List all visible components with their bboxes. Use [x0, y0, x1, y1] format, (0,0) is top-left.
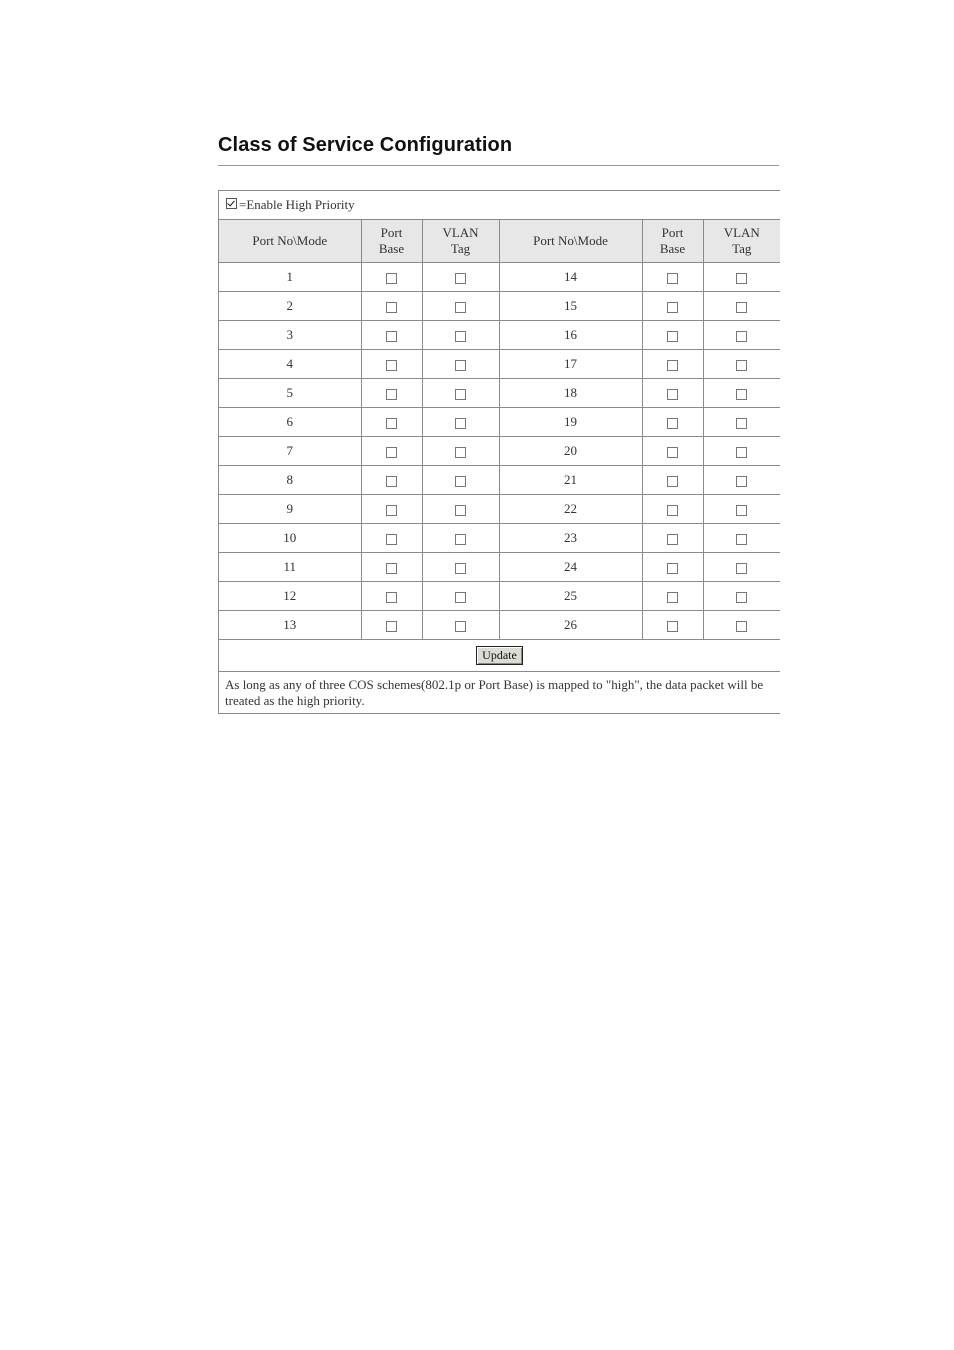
left-vlan-tag-cell [422, 321, 499, 350]
right-vlan-tag-cell [703, 263, 780, 292]
left-port-base-cell [361, 350, 422, 379]
right-vlan-tag-checkbox[interactable] [736, 534, 747, 545]
left-vlan-tag-checkbox[interactable] [455, 331, 466, 342]
header-vlan-tag-line1: VLAN [723, 225, 760, 240]
right-vlan-tag-cell [703, 495, 780, 524]
right-port-base-checkbox[interactable] [667, 621, 678, 632]
left-port-base-cell [361, 611, 422, 640]
table-row [219, 292, 780, 321]
right-vlan-tag-checkbox[interactable] [736, 360, 747, 371]
left-vlan-tag-checkbox[interactable] [455, 447, 466, 458]
right-port-base-checkbox[interactable] [667, 534, 678, 545]
left-port-number: 8 [219, 466, 361, 495]
left-port-number: 6 [219, 408, 361, 437]
header-vlan-tag-line1: VLAN [442, 225, 479, 240]
left-port-base-cell [361, 408, 422, 437]
table-row [219, 611, 780, 640]
right-port-base-cell [642, 437, 703, 466]
left-vlan-tag-cell [422, 292, 499, 321]
header-port-base [361, 220, 422, 263]
right-port-base-cell [642, 321, 703, 350]
header-vlan-tag-line2: Tag [732, 241, 752, 256]
left-vlan-tag-cell [422, 379, 499, 408]
table-row [219, 263, 780, 292]
right-vlan-tag-checkbox[interactable] [736, 302, 747, 313]
right-port-number: 22 [499, 495, 642, 524]
right-port-base-cell [642, 582, 703, 611]
right-vlan-tag-cell [703, 379, 780, 408]
right-vlan-tag-cell [703, 437, 780, 466]
right-port-base-checkbox[interactable] [667, 331, 678, 342]
right-vlan-tag-cell [703, 408, 780, 437]
right-port-base-cell [642, 495, 703, 524]
checked-checkbox-icon [226, 198, 237, 209]
header-port-no-mode-right: Port No\Mode [499, 220, 642, 263]
title-divider [218, 165, 779, 166]
right-port-base-checkbox[interactable] [667, 360, 678, 371]
table-row [219, 524, 780, 553]
right-port-base-cell [642, 611, 703, 640]
left-port-base-cell [361, 321, 422, 350]
right-vlan-tag-cell [703, 553, 780, 582]
table-row [219, 553, 780, 582]
table-header-row [219, 220, 780, 263]
left-vlan-tag-checkbox[interactable] [455, 505, 466, 516]
right-port-number: 18 [499, 379, 642, 408]
table-row [219, 437, 780, 466]
left-port-base-checkbox[interactable] [386, 534, 397, 545]
header-port-base-line2: Base [659, 241, 686, 256]
left-vlan-tag-checkbox[interactable] [455, 389, 466, 400]
left-port-base-cell [361, 495, 422, 524]
left-port-base-cell [361, 437, 422, 466]
left-vlan-tag-cell [422, 466, 499, 495]
right-port-number: 26 [499, 611, 642, 640]
left-port-base-checkbox[interactable] [386, 505, 397, 516]
header-port-base-right [642, 220, 703, 263]
header-vlan-tag [422, 220, 499, 263]
right-port-base-cell [642, 263, 703, 292]
header-port-no-mode: Port No\Mode [219, 220, 361, 263]
right-port-number: 17 [499, 350, 642, 379]
table-row [219, 466, 780, 495]
right-port-base-checkbox[interactable] [667, 563, 678, 574]
left-vlan-tag-checkbox[interactable] [455, 534, 466, 545]
left-port-number: 9 [219, 495, 361, 524]
right-port-number: 23 [499, 524, 642, 553]
right-vlan-tag-cell [703, 611, 780, 640]
right-port-base-checkbox[interactable] [667, 302, 678, 313]
right-port-base-checkbox[interactable] [667, 592, 678, 603]
right-port-base-cell [642, 553, 703, 582]
right-port-base-cell [642, 379, 703, 408]
left-port-base-cell [361, 292, 422, 321]
left-port-base-checkbox[interactable] [386, 447, 397, 458]
right-port-base-checkbox[interactable] [667, 389, 678, 400]
right-vlan-tag-cell [703, 292, 780, 321]
header-vlan-tag-line2: Tag [450, 241, 471, 256]
table-row [219, 379, 780, 408]
left-port-number: 7 [219, 437, 361, 466]
left-port-base-cell [361, 263, 422, 292]
left-vlan-tag-checkbox[interactable] [455, 563, 466, 574]
left-port-number: 1 [219, 263, 361, 292]
right-port-base-cell [642, 466, 703, 495]
left-vlan-tag-cell [422, 611, 499, 640]
left-port-base-checkbox[interactable] [386, 389, 397, 400]
left-port-base-cell [361, 524, 422, 553]
left-vlan-tag-checkbox[interactable] [455, 476, 466, 487]
cos-table-body [219, 263, 780, 640]
table-row [219, 582, 780, 611]
page-title: Class of Service Configuration [218, 134, 513, 156]
left-port-base-checkbox[interactable] [386, 563, 397, 574]
left-vlan-tag-cell [422, 263, 499, 292]
header-port-base-line2: Base [378, 241, 405, 256]
right-port-base-cell [642, 292, 703, 321]
right-vlan-tag-cell [703, 524, 780, 553]
left-vlan-tag-cell [422, 582, 499, 611]
table-row [219, 408, 780, 437]
right-vlan-tag-checkbox[interactable] [736, 331, 747, 342]
right-vlan-tag-cell [703, 582, 780, 611]
table-row [219, 495, 780, 524]
cos-panel [218, 190, 780, 714]
left-port-number: 10 [219, 524, 361, 553]
left-port-number: 3 [219, 321, 361, 350]
right-port-base-checkbox[interactable] [667, 418, 678, 429]
left-vlan-tag-checkbox[interactable] [455, 302, 466, 313]
left-vlan-tag-cell [422, 495, 499, 524]
left-port-base-cell [361, 582, 422, 611]
right-vlan-tag-checkbox[interactable] [736, 505, 747, 516]
legend [219, 191, 780, 219]
legend-text: =Enable High Priority [239, 197, 355, 212]
left-port-base-checkbox[interactable] [386, 360, 397, 371]
left-port-base-checkbox[interactable] [386, 331, 397, 342]
left-port-number: 13 [219, 611, 361, 640]
left-vlan-tag-cell [422, 437, 499, 466]
right-vlan-tag-cell [703, 466, 780, 495]
left-port-number: 2 [219, 292, 361, 321]
left-vlan-tag-cell [422, 524, 499, 553]
right-vlan-tag-checkbox[interactable] [736, 563, 747, 574]
left-vlan-tag-cell [422, 553, 499, 582]
button-row [219, 639, 780, 671]
table-row [219, 350, 780, 379]
right-port-base-checkbox[interactable] [667, 273, 678, 284]
right-port-number: 25 [499, 582, 642, 611]
header-vlan-tag-right [703, 220, 780, 263]
right-vlan-tag-checkbox[interactable] [736, 389, 747, 400]
right-port-number: 21 [499, 466, 642, 495]
left-port-base-checkbox[interactable] [386, 476, 397, 487]
right-port-number: 19 [499, 408, 642, 437]
right-port-number: 24 [499, 553, 642, 582]
right-vlan-tag-cell [703, 350, 780, 379]
left-port-base-cell [361, 379, 422, 408]
left-vlan-tag-checkbox[interactable] [455, 360, 466, 371]
right-port-base-cell [642, 524, 703, 553]
left-vlan-tag-checkbox[interactable] [455, 621, 466, 632]
left-vlan-tag-cell [422, 350, 499, 379]
header-port-base-line1: Port [380, 225, 403, 240]
left-port-number: 11 [219, 553, 361, 582]
right-port-number: 15 [499, 292, 642, 321]
left-port-number: 12 [219, 582, 361, 611]
right-vlan-tag-checkbox[interactable] [736, 476, 747, 487]
right-port-base-cell [642, 350, 703, 379]
right-port-number: 16 [499, 321, 642, 350]
right-port-base-checkbox[interactable] [667, 447, 678, 458]
table-row [219, 321, 780, 350]
left-port-base-checkbox[interactable] [386, 302, 397, 313]
right-vlan-tag-checkbox[interactable] [736, 592, 747, 603]
left-vlan-tag-checkbox[interactable] [455, 418, 466, 429]
cos-table [219, 219, 780, 639]
left-vlan-tag-cell [422, 408, 499, 437]
left-port-base-cell [361, 466, 422, 495]
info-note: As long as any of three COS schemes(802.1p or Port Base) is mapped to "high", the data packet will be treated as the high priority. [219, 671, 780, 714]
left-port-base-checkbox[interactable] [386, 621, 397, 632]
left-vlan-tag-checkbox[interactable] [455, 273, 466, 284]
right-vlan-tag-checkbox[interactable] [736, 418, 747, 429]
left-port-number: 4 [219, 350, 361, 379]
right-vlan-tag-checkbox[interactable] [736, 621, 747, 632]
header-port-base-line1: Port [661, 225, 684, 240]
right-vlan-tag-cell [703, 321, 780, 350]
update-button[interactable]: Update [476, 646, 523, 665]
right-port-base-cell [642, 408, 703, 437]
right-vlan-tag-checkbox[interactable] [736, 273, 747, 284]
left-port-base-checkbox[interactable] [386, 592, 397, 603]
left-vlan-tag-checkbox[interactable] [455, 592, 466, 603]
right-port-number: 20 [499, 437, 642, 466]
left-port-number: 5 [219, 379, 361, 408]
left-port-base-cell [361, 553, 422, 582]
right-vlan-tag-checkbox[interactable] [736, 447, 747, 458]
right-port-number: 14 [499, 263, 642, 292]
right-port-base-checkbox[interactable] [667, 505, 678, 516]
right-port-base-checkbox[interactable] [667, 476, 678, 487]
left-port-base-checkbox[interactable] [386, 273, 397, 284]
left-port-base-checkbox[interactable] [386, 418, 397, 429]
